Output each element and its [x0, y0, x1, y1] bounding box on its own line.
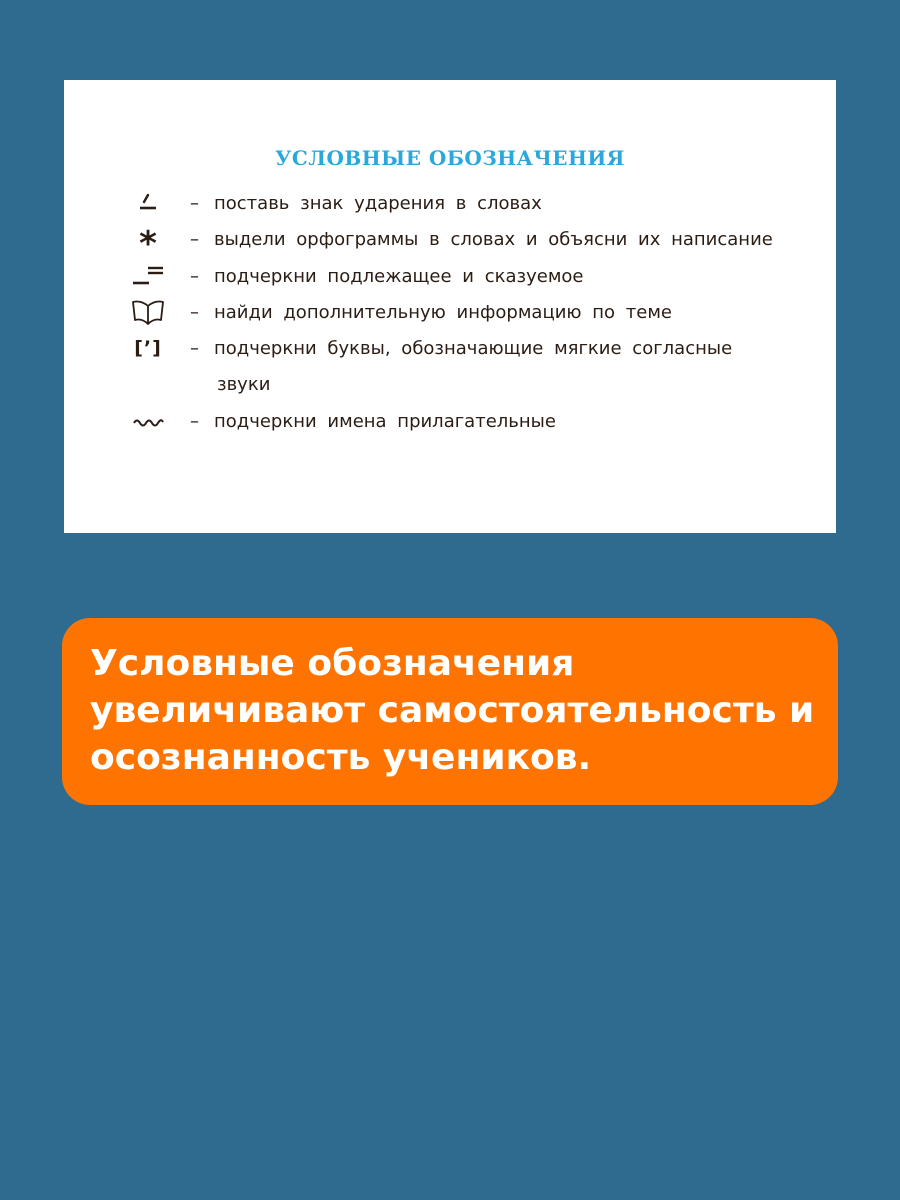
legend-text: поставь знак ударения в словах	[214, 192, 542, 214]
open-book-icon	[128, 297, 168, 327]
legend-text: выдели орфограммы в словах и объясни их написание	[214, 228, 773, 250]
legend-row-soft	[128, 333, 732, 363]
wavy-underline-icon	[128, 406, 168, 436]
legend-row-asterisk	[128, 224, 773, 264]
soft-sign-glyph: [’]	[134, 337, 162, 359]
legend-text: найди дополнительную информацию по теме	[214, 301, 672, 323]
legend-dash: –	[190, 192, 199, 214]
callout-text: Условные обозначения увеличивают самостоятельность и осознанность учеников.	[90, 643, 815, 778]
legend-dash: –	[190, 410, 199, 432]
stress-mark-icon	[128, 188, 168, 218]
legend-row-stress	[128, 188, 542, 218]
asterisk-glyph: *	[139, 224, 157, 264]
legend-dash: –	[190, 228, 199, 250]
legend-text-continuation: звуки	[217, 373, 271, 395]
legend-row-underline	[128, 261, 583, 291]
legend-title: УСЛОВНЫЕ ОБОЗНАЧЕНИЯ	[275, 146, 625, 170]
legend-row-wavy	[128, 406, 556, 436]
soft-sign-brackets-icon	[128, 333, 168, 363]
legend-text: подчеркни буквы, обозначающие мягкие согласные	[214, 337, 733, 359]
legend-dash: –	[190, 337, 199, 359]
subject-predicate-underline-icon	[128, 261, 168, 291]
legend-row-soft-continuation	[217, 369, 270, 399]
asterisk-icon	[128, 224, 168, 264]
legend-dash: –	[190, 301, 199, 323]
legend-dash: –	[190, 265, 199, 287]
callout-box	[62, 618, 838, 805]
legend-text: подчеркни подлежащее и сказуемое	[214, 265, 584, 287]
legend-row-book	[128, 297, 672, 327]
legend-text: подчеркни имена прилагательные	[214, 410, 556, 432]
